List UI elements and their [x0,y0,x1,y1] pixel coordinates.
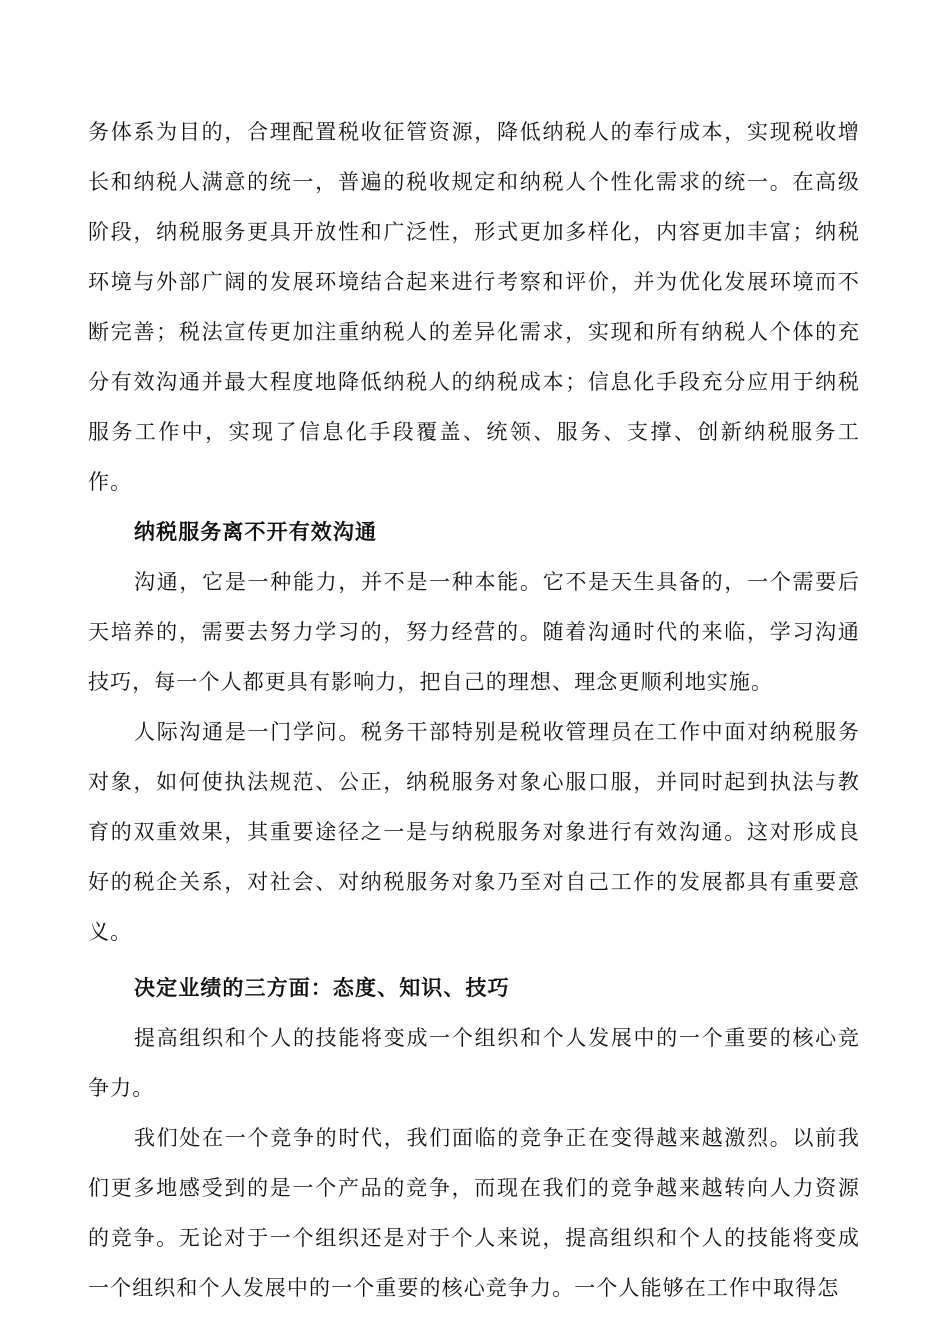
section-heading-effective-communication: 纳税服务离不开有效沟通 [134,520,378,544]
paragraph-2: 沟通，它是一种能力，并不是一种本能。它不是天生具备的，一个需要后天培养的，需要去努力学习的，努力经营的。随着沟通时代的来临，学习沟通技巧，每一个人都更具有影响力，把自己的理想、理念更顺利地实施。 [88,570,860,694]
section-heading-three-aspects: 决定业绩的三方面：态度、知识、技巧 [134,976,510,1000]
paragraph-3: 人际沟通是一门学问。税务干部特别是税收管理员在工作中面对纳税服务对象，如何使执法规范、公正，纳税服务对象心服口服，并同时起到执法与教育的双重效果，其重要途径之一是与纳税服务对象进行有效沟通。这对形成良好的税企关系，对社会、对纳税服务对象乃至对自己工作的发展都具有重要意义。 [88,720,860,944]
paragraph-4: 提高组织和个人的技能将变成一个组织和个人发展中的一个重要的核心竞争力。 [88,1026,860,1100]
paragraph-1: 务体系为目的，合理配置税收征管资源，降低纳税人的奉行成本，实现税收增长和纳税人满意的统一，普遍的税收规定和纳税人个性化需求的统一。在高级阶段，纳税服务更具开放性和广泛性，形式更加多样化，内容更加丰富；纳税环境与外部广阔的发展环境结合起来进行考察和评价，并为优化发展环境而不断完善；税法宣传更加注重纳税人的差异化需求，实现和所有纳税人个体的充分有效沟通并最大程度地降低纳税人的纳税成本；信息化手段充分应用于纳税服务工作中，实现了信息化手段覆盖、统领、服务、支撑、创新纳税服务工作。 [88,120,860,494]
document-body [88,107,860,1313]
paragraph-5: 我们处在一个竞争的时代，我们面临的竞争正在变得越来越激烈。以前我们更多地感受到的是一个产品的竞争，而现在我们的竞争越来越转向人力资源的竞争。无论对于一个组织还是对于个人来说，提高组织和个人的技能将变成一个组织和个人发展中的一个重要的核心竞争力。一个人能够在工作中取得怎 [88,1126,860,1300]
